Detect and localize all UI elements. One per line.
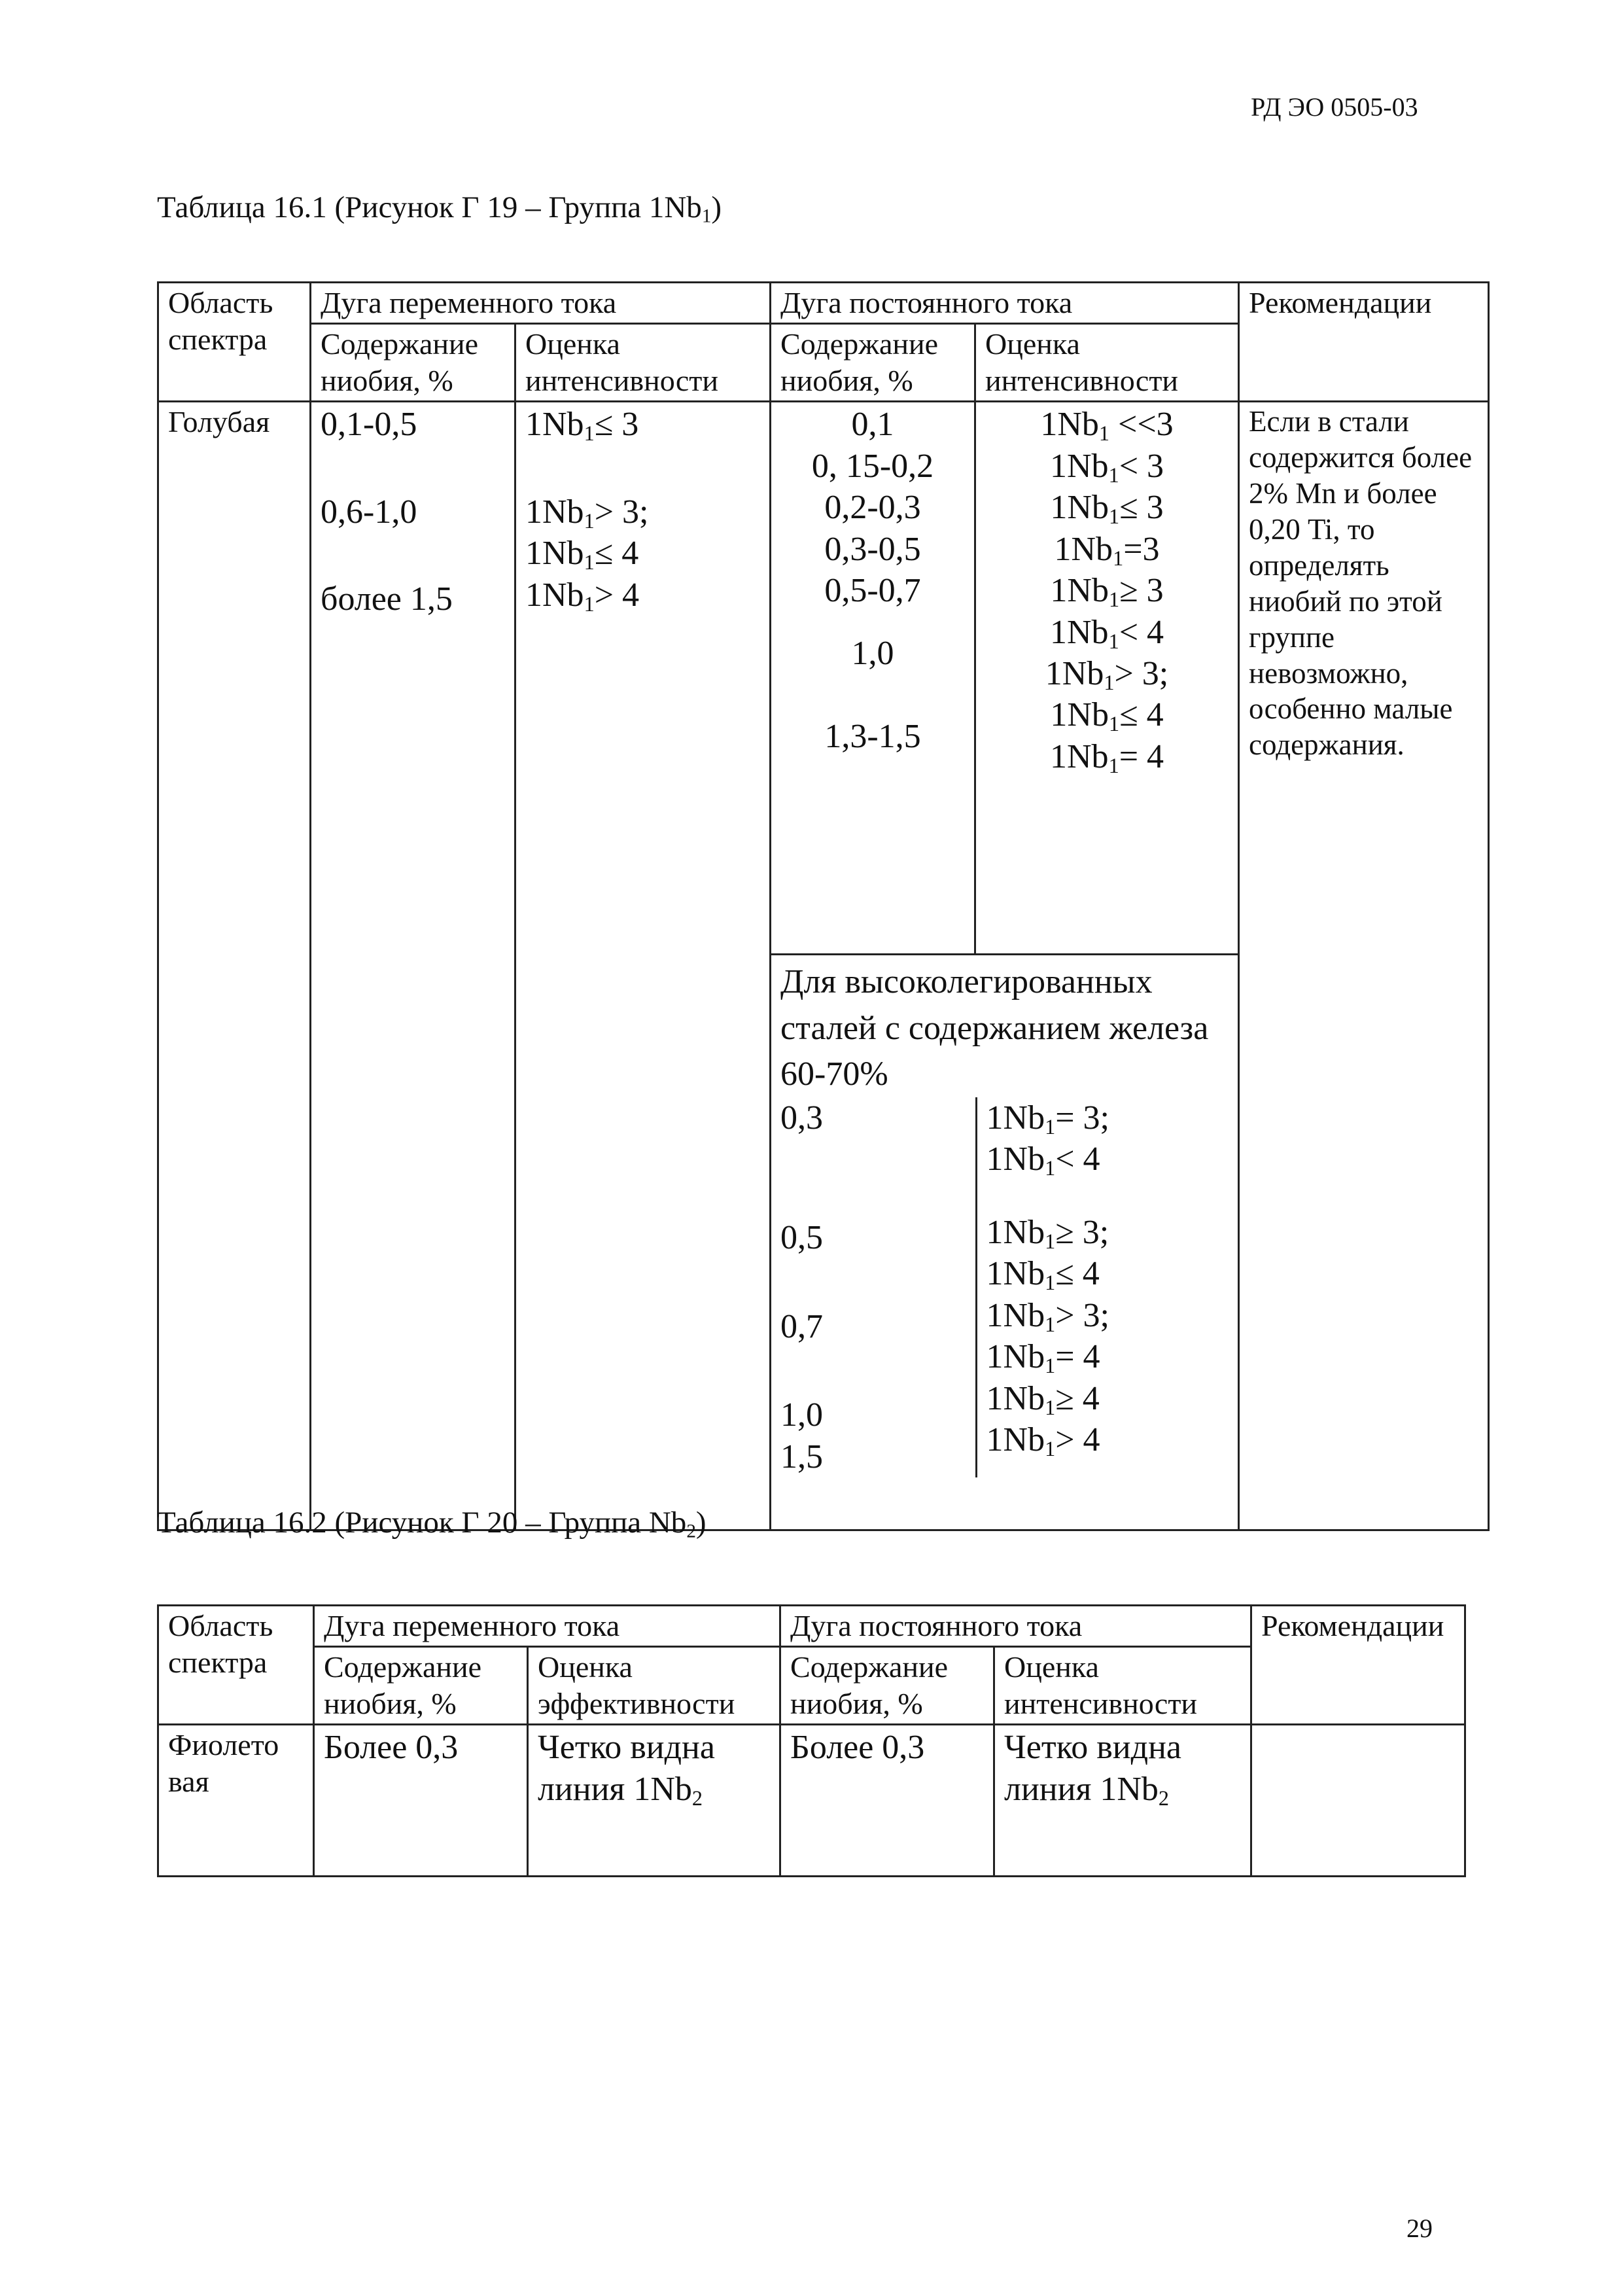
table-16-1 [157,281,1490,1531]
ha-rating-6: $1Nb_1= 4$ [986,1338,1100,1378]
ac-content-1: 0,1-0,5 [321,406,417,444]
t2-ac-content: Более 0,3 [314,1725,528,1877]
ha-rating-3: $1Nb_1\ge 3$; [986,1213,1109,1253]
dc-rating-4: $1Nb_1=3$ [1054,530,1160,570]
dc-rating-8: $1Nb_1\le 4$ [1050,696,1164,736]
t2-dc-content: Более 0,3 [780,1725,994,1877]
t2-header-area: Область спектра [158,1606,314,1725]
dc-content-2: 0, 15-0,2 [811,447,934,485]
header-dc-intensity: Оценка интенсивности [975,324,1239,402]
ha-content-5: 1,5 [780,1438,824,1475]
header-recommendations: Рекомендации [1239,283,1489,402]
recommendation-cell: Если в стали содержится более 2% Mn и более 0,20 Ti, то определять ниобий по этой группе невозможно, особенно малые содержания. [1239,402,1489,1530]
dc-rating-2: $1Nb_1< 3$ [1050,447,1164,487]
ha-rating-5: $1Nb_1> 3$; [986,1296,1109,1336]
t2-header-dc-arc: Дуга постоянного тока [780,1606,1251,1647]
table-16-2 [157,1604,1466,1877]
dc-content-cell [771,402,975,955]
ac-rating-cell [515,402,771,1530]
page-number: 29 [1406,2214,1433,2243]
dc-content-6: 1,0 [851,634,894,672]
dc-rating-9: $1Nb_1= 4$ [1050,737,1164,777]
ac-content-cell [311,402,515,1530]
dc-rating-5: $1Nb_1\ge 3$ [1050,572,1164,612]
t2-header-ac-efficiency: Оценка эффективности [528,1647,780,1725]
dc-rating-cell [975,402,1239,955]
table2-caption [157,1505,707,1540]
t2-header-ac-arc: Дуга переменного тока [314,1606,780,1647]
ha-rating-8: $1Nb_1> 4$ [986,1421,1100,1460]
ha-rating-4: $1Nb_1\le 4$ [986,1255,1100,1295]
ha-content-cell [771,1097,976,1477]
ac-rating-2a: $1Nb_1> 3$; [525,493,649,533]
ac-content-2: 0,6-1,0 [321,493,417,531]
table1-caption-sub: 1 [701,205,712,227]
high-alloy-note: Для высоколегированных сталей с содержанием железа 60-70% [780,963,1209,1093]
dc-content-7: 1,3-1,5 [824,717,921,755]
ac-rating-1: $1Nb_1\le 3$ [525,406,639,446]
dc-content-5: 0,5-0,7 [824,572,921,610]
row-label-blue: Голубая [158,402,311,1530]
t2-header-recommendations: Рекомендации [1251,1606,1465,1725]
t2-header-ac-content: Содержание ниобия, % [314,1647,528,1725]
header-ac-content: Содержание ниобия, % [311,324,515,402]
high-alloy-subtable [771,1097,1240,1477]
t2-header-dc-intensity: Оценка интенсивности [994,1647,1251,1725]
ha-content-1: 0,3 [780,1099,824,1137]
dc-rating-7: $1Nb_1> 3$; [1045,654,1169,694]
high-alloy-block [771,955,1239,1530]
dc-content-4: 0,3-0,5 [824,530,921,568]
ha-rating-1: $1Nb_1= 3$; [986,1099,1109,1139]
table1-caption [157,190,722,225]
table2-caption-text: Таблица 16.2 (Рисунок Г 20 – Группа Nb [157,1506,687,1540]
dc-rating-3: $1Nb_1\le 3$ [1050,489,1164,529]
t2-ac-rating: Четко видна линия $1Nb_2$ [528,1725,780,1877]
table1-caption-text: Таблица 16.1 (Рисунок Г 19 – Группа 1Nb [157,190,702,224]
dc-rating-6: $1Nb_1< 4$ [1050,613,1164,653]
table2-caption-end: ) [695,1506,707,1540]
ha-content-3: 0,7 [780,1307,824,1345]
ha-rating-2: $1Nb_1< 4$ [986,1140,1100,1180]
t2-dc-rating: Четко видна линия $1Nb_2$ [994,1725,1251,1877]
ha-content-2: 0,5 [780,1219,824,1257]
header-ac-arc: Дуга переменного тока [311,283,771,324]
dc-content-3: 0,2-0,3 [824,489,921,527]
ha-rating-7: $1Nb_1\ge 4$ [986,1379,1100,1419]
ac-rating-3: $1Nb_1> 4$ [525,576,640,616]
ac-content-3: более 1,5 [321,580,453,618]
header-dc-arc: Дуга постоянного тока [771,283,1239,324]
table2-caption-sub: 2 [686,1521,696,1542]
t2-header-dc-content: Содержание ниобия, % [780,1647,994,1725]
ha-content-4: 1,0 [780,1396,824,1434]
t2-row-label-violet: Фиолето вая [158,1725,314,1877]
header-ac-intensity: Оценка интенсивности [515,324,771,402]
dc-rating-1: $1Nb_1 <<3$ [1040,406,1174,446]
ha-rating-cell [976,1097,1240,1477]
t2-recommendation [1251,1725,1465,1877]
dc-content-1: 0,1 [851,406,894,444]
document-code: РД ЭО 0505-03 [1251,92,1418,122]
header-dc-content: Содержание ниобия, % [771,324,975,402]
table1-caption-end: ) [711,190,722,224]
ac-rating-2b: $1Nb_1\le 4$ [525,535,639,574]
header-area: Область спектра [158,283,311,402]
